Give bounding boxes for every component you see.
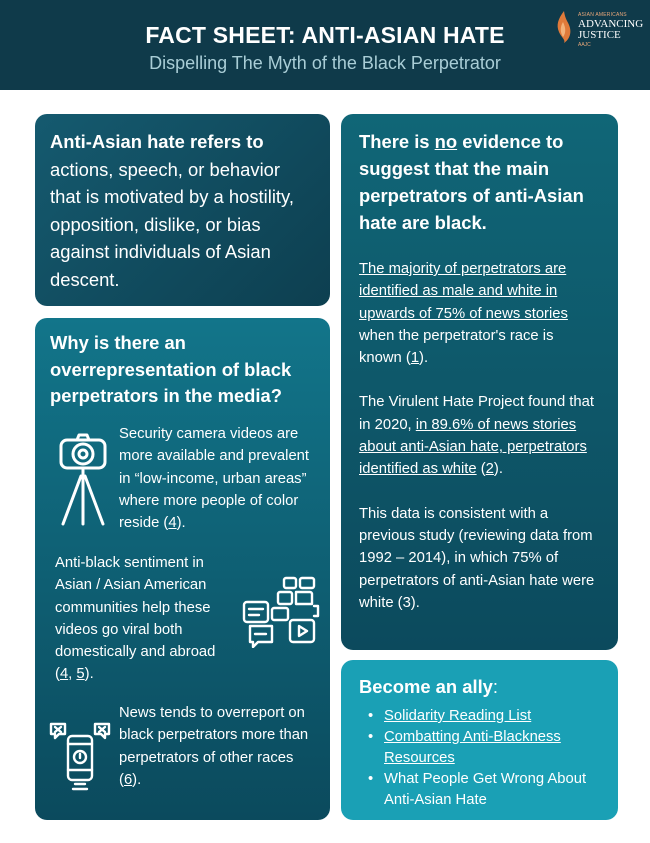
page-header (0, 0, 650, 90)
ally-title-text: Become an ally (359, 676, 493, 697)
why-item-3-end: ). (132, 771, 142, 788)
ally-text-what-people-get-wrong: What People Get Wrong About Anti-Asian Hate (384, 771, 587, 808)
page-subtitle: Dispelling The Myth of the Black Perpetrator (149, 53, 501, 73)
ally-title (359, 674, 600, 700)
evidence-title-pre: There is (359, 131, 435, 152)
evidence-title-no: no (434, 131, 458, 152)
evidence-paragraph-2 (359, 391, 600, 480)
why-item-2 (55, 552, 235, 686)
ally-list (359, 706, 600, 811)
ally-item-anti-blackness[interactable] (359, 727, 600, 769)
citation-link-2[interactable]: 2 (485, 461, 494, 478)
ally-card (341, 660, 618, 820)
why-card (35, 318, 330, 820)
evidence-paragraph-3: This data is consistent with a previous study (reviewing data from 1992 – 2014), in which 75% of perpetrators of anti-Asian hate were white (3). (359, 505, 595, 611)
logo-line-2: ADVANCING (578, 18, 644, 30)
evidence-p1-text: when the perpetrator's race is known ( (359, 327, 554, 367)
evidence-p1-end: ). (419, 350, 429, 367)
why-item-2-text: Anti-black sentiment in Asian / Asian American communities help these videos go viral both domestically and abroad ( (55, 555, 216, 683)
ally-link-reading-list[interactable]: Solidarity Reading List (384, 708, 532, 724)
why-item-1 (119, 423, 319, 534)
logo-line-4: AAJC (578, 42, 591, 48)
why-item-3-text: News tends to overreport on black perpetrators more than perpetrators of other races ( (119, 705, 309, 788)
logo-line-1: ASIAN AMERICANS (578, 12, 627, 18)
evidence-card (341, 114, 618, 650)
ally-link-anti-blackness[interactable]: Combatting Anti-Blackness Resources (384, 729, 561, 766)
security-camera-icon (55, 430, 111, 530)
why-title: Why is there an overrepresentation of black perpetrators in the media? (50, 332, 292, 406)
why-item-1-text: Security camera videos are more available and prevalent in “low-income, urban areas” where more people of color reside ( (119, 426, 310, 532)
ally-item-reading-list[interactable] (359, 706, 600, 727)
why-item-2-sep: , (68, 666, 77, 683)
definition-lead: Anti-Asian hate refers to (50, 131, 264, 152)
chat-bubbles-icon (240, 576, 320, 648)
citation-link-6[interactable]: 6 (123, 771, 133, 788)
evidence-link-2[interactable]: in 89.6% of news stories about anti-Asian hate, perpetrators identified as white (359, 416, 587, 478)
citation-link-1[interactable]: 1 (410, 350, 420, 367)
aajc-logo (554, 8, 646, 56)
citation-link-4b[interactable]: 4 (59, 666, 69, 683)
definition-body: actions, speech, or behavior that is motivated by a hostility, opposition, dislike, or bias against individuals of Asian descent. (50, 158, 294, 290)
logo-line-3: JUSTICE (578, 29, 621, 41)
why-item-2-end: ). (84, 666, 94, 683)
ally-title-colon: : (492, 676, 499, 697)
flame-icon (554, 10, 574, 44)
evidence-title (359, 128, 600, 236)
header-divider (0, 90, 650, 93)
citation-link-4a[interactable]: 4 (168, 515, 177, 532)
evidence-link-1[interactable]: The majority of perpetrators are identified as male and white in upwards of 75% of news stories (359, 261, 568, 322)
page-title: FACT SHEET: ANTI-ASIAN HATE (145, 22, 505, 48)
evidence-p2-end: ). (493, 461, 503, 478)
evidence-p2-text: The Virulent Hate Project found that in 2020, (359, 394, 594, 433)
definition-text (50, 128, 315, 293)
evidence-title-post: evidence to suggest that the main perpetrators of anti-Asian hate are black. (359, 131, 584, 233)
evidence-p2-mid: ( (476, 461, 486, 478)
why-item-3 (119, 702, 319, 791)
ally-item-what-people-get-wrong (359, 769, 600, 811)
why-item-1-end: ). (176, 515, 186, 532)
citation-link-5[interactable]: 5 (76, 666, 85, 683)
definition-card (35, 114, 330, 306)
phone-alert-icon (49, 722, 111, 794)
evidence-paragraph-1 (359, 258, 600, 369)
